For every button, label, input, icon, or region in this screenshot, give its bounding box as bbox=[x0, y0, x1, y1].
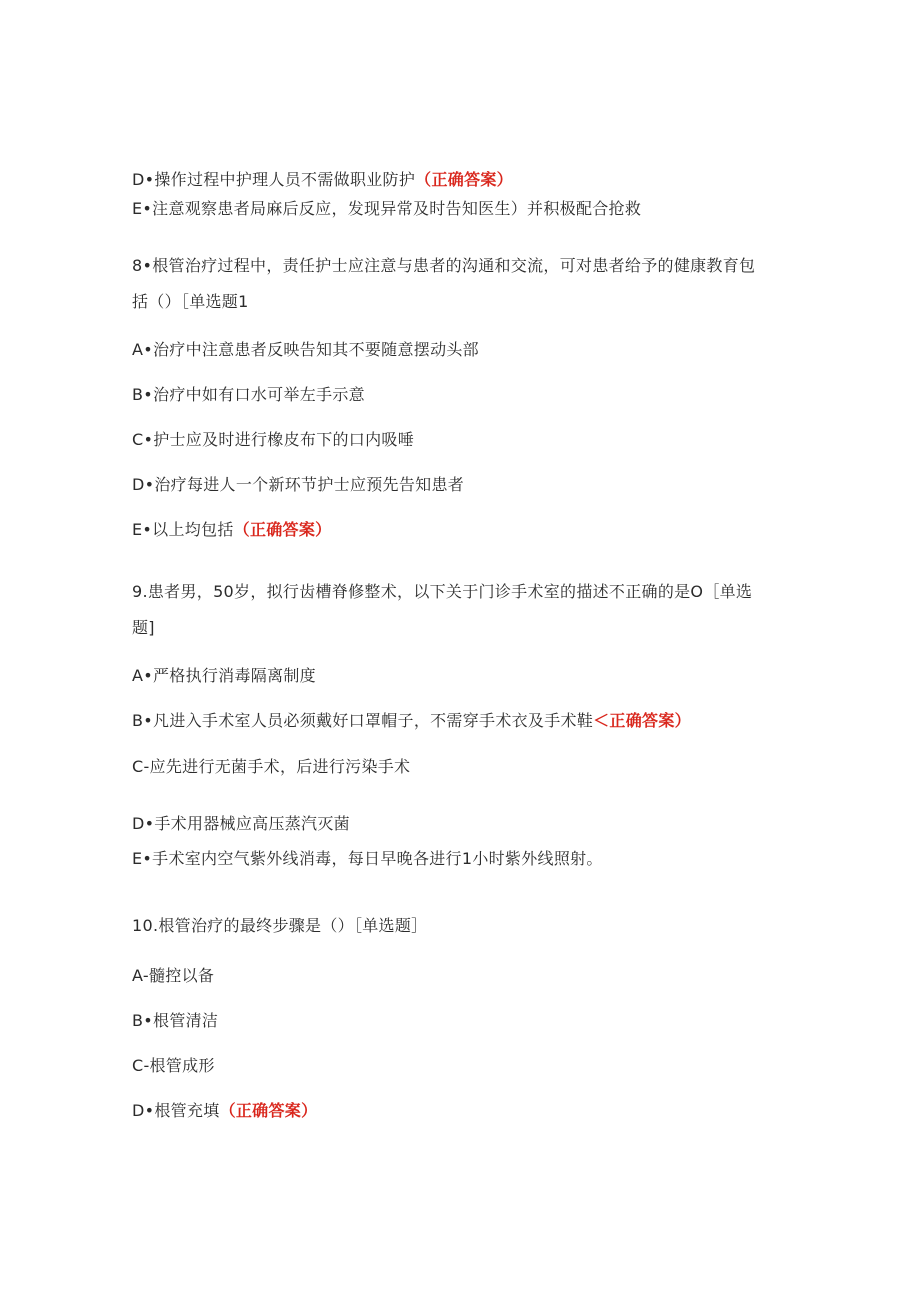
q10-option-d bbox=[132, 1101, 317, 1121]
q10-stem: 10.根管治疗的最终步骤是（）［单选题］ bbox=[132, 916, 428, 935]
q7-option-d bbox=[132, 170, 513, 190]
option-text: D•根管充填 bbox=[132, 1101, 220, 1120]
option-text: D•手术用器械应高压蒸汽灭菌 bbox=[132, 814, 350, 833]
q8-option-c bbox=[132, 430, 414, 450]
q9-option-c bbox=[132, 757, 410, 777]
option-text: C-应先进行无菌手术，后进行污染手术 bbox=[132, 757, 411, 776]
option-text: B•根管清洁 bbox=[132, 1011, 219, 1030]
q9-stem-line2: 题] bbox=[132, 618, 155, 637]
q9-stem-line1: 9.患者男，50岁，拟行齿槽脊修整术，以下关于门诊手术室的描述不正确的是O［单选 bbox=[132, 582, 753, 601]
correct-answer-mark: （正确答案） bbox=[415, 170, 513, 189]
q9-option-b bbox=[132, 711, 691, 731]
correct-answer-mark: ＜正确答案） bbox=[593, 711, 691, 730]
option-text: B•治疗中如有口水可举左手示意 bbox=[132, 385, 365, 404]
option-text: A•治疗中注意患者反映告知其不要随意摆动头部 bbox=[132, 340, 479, 359]
q9-option-e bbox=[132, 849, 603, 869]
option-text: B•凡进入手术室人员必须戴好口罩帽子，不需穿手术衣及手术鞋 bbox=[132, 711, 594, 730]
q8-stem-line1: 8•根管治疗过程中，责任护士应注意与患者的沟通和交流，可对患者给予的健康教育包 bbox=[132, 256, 756, 275]
q8-stem-line2: 括（）［单选题1 bbox=[132, 292, 249, 311]
option-text: D•操作过程中护理人员不需做职业防护 bbox=[132, 170, 416, 189]
q9-option-a bbox=[132, 666, 316, 686]
option-text: C•护士应及时进行橡皮布下的口内吸唾 bbox=[132, 430, 415, 449]
q10-option-b bbox=[132, 1011, 218, 1031]
option-text: E•手术室内空气紫外线消毒，每日早晚各进行1小时紫外线照射。 bbox=[132, 849, 603, 868]
option-text: A•严格执行消毒隔离制度 bbox=[132, 666, 316, 685]
correct-answer-mark: （正确答案） bbox=[219, 1101, 318, 1120]
q8-option-d bbox=[132, 475, 464, 495]
q9-option-d bbox=[132, 814, 350, 834]
option-text: D•治疗每进人一个新环节护士应预先告知患者 bbox=[132, 475, 465, 494]
q10-option-a bbox=[132, 966, 214, 986]
q7-option-e bbox=[132, 199, 641, 219]
option-text: E•注意观察患者局麻后反应，发现异常及时告知医生）并积极配合抢救 bbox=[132, 199, 642, 218]
q10-option-c bbox=[132, 1056, 215, 1076]
q8-option-a bbox=[132, 340, 479, 360]
option-text: C-根管成形 bbox=[132, 1056, 215, 1075]
option-text: A-髓控以备 bbox=[132, 966, 215, 985]
correct-answer-mark: （正确答案） bbox=[233, 520, 332, 539]
option-text: E•以上均包括 bbox=[132, 520, 234, 539]
q8-option-b bbox=[132, 385, 365, 405]
q8-option-e bbox=[132, 520, 331, 540]
